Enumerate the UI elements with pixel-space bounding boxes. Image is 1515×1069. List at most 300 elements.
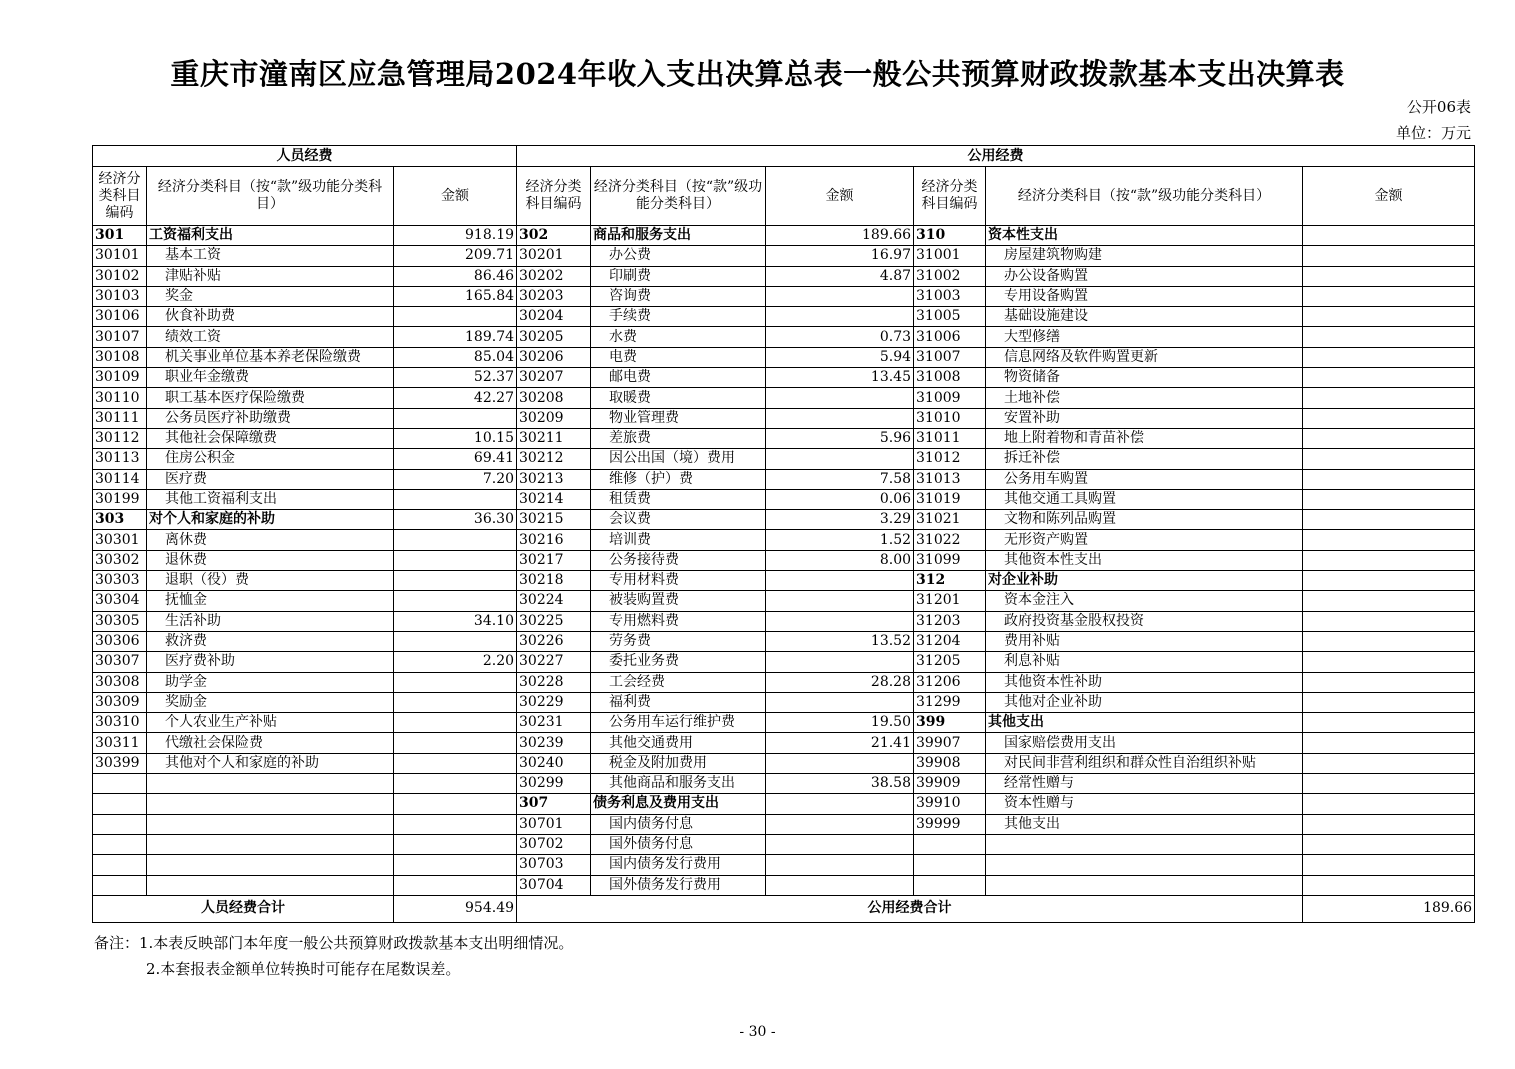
name-cell: 资本金注入	[986, 591, 1303, 611]
name-cell: 生活补助	[147, 611, 394, 631]
name-cell: 国外债务付息	[591, 834, 766, 854]
public-total-value: 189.66	[1303, 895, 1475, 922]
name-cell: 其他工资福利支出	[147, 489, 394, 509]
page-number: - 30 -	[739, 1024, 776, 1040]
amount-cell	[1303, 631, 1475, 651]
name-cell: 奖金	[147, 286, 394, 306]
amount-cell	[1303, 307, 1475, 327]
code-cell: 30199	[93, 489, 147, 509]
name-cell: 国内债务发行费用	[591, 855, 766, 875]
code-cell: 31009	[914, 388, 986, 408]
code-cell: 30307	[93, 652, 147, 672]
code-cell: 30112	[93, 428, 147, 448]
table-row	[93, 327, 1475, 347]
code-cell: 303	[93, 510, 147, 530]
name-cell	[147, 834, 394, 854]
name-cell: 公务接待费	[591, 550, 766, 570]
amount-cell	[766, 814, 914, 834]
name-cell: 机关事业单位基本养老保险缴费	[147, 347, 394, 367]
name-cell: 代缴社会保险费	[147, 733, 394, 753]
amount-cell: 5.94	[766, 347, 914, 367]
amount-cell: 13.45	[766, 368, 914, 388]
amount-cell: 0.06	[766, 489, 914, 509]
name-cell: 电费	[591, 347, 766, 367]
amount-cell	[1303, 814, 1475, 834]
code-cell: 302	[517, 226, 591, 246]
code-cell: 310	[914, 226, 986, 246]
amount-cell	[1303, 510, 1475, 530]
amount-cell	[766, 834, 914, 854]
code-cell	[93, 855, 147, 875]
name-cell: 其他资本性补助	[986, 672, 1303, 692]
code-cell: 31013	[914, 469, 986, 489]
code-cell: 31203	[914, 611, 986, 631]
code-cell: 30212	[517, 449, 591, 469]
table-row	[93, 408, 1475, 428]
public-total-label: 公用经费合计	[517, 895, 1303, 922]
amount-cell: 69.41	[394, 449, 517, 469]
table-row	[93, 449, 1475, 469]
code-cell: 30211	[517, 428, 591, 448]
code-cell: 30306	[93, 631, 147, 651]
amount-cell: 4.87	[766, 266, 914, 286]
code-cell	[93, 875, 147, 895]
table-row	[93, 550, 1475, 570]
name-cell: 商品和服务支出	[591, 226, 766, 246]
code-cell: 39908	[914, 753, 986, 773]
name-cell: 国外债务发行费用	[591, 875, 766, 895]
amount-cell	[1303, 591, 1475, 611]
table-row	[93, 631, 1475, 651]
amount-cell	[394, 834, 517, 854]
amount-cell	[1303, 855, 1475, 875]
column-header-code: 经济分类科目编码	[914, 167, 986, 226]
name-cell: 邮电费	[591, 368, 766, 388]
name-cell: 津贴补贴	[147, 266, 394, 286]
name-cell: 被装购置费	[591, 591, 766, 611]
amount-cell	[1303, 571, 1475, 591]
table-row	[93, 428, 1475, 448]
code-cell: 30226	[517, 631, 591, 651]
code-cell: 30204	[517, 307, 591, 327]
amount-cell	[766, 307, 914, 327]
name-cell: 抚恤金	[147, 591, 394, 611]
amount-cell: 19.50	[766, 713, 914, 733]
table-row	[93, 368, 1475, 388]
table-row	[93, 692, 1475, 712]
code-cell: 30217	[517, 550, 591, 570]
name-cell: 其他对个人和家庭的补助	[147, 753, 394, 773]
amount-cell	[1303, 226, 1475, 246]
amount-cell	[1303, 388, 1475, 408]
table-row	[93, 875, 1475, 895]
amount-cell: 1.52	[766, 530, 914, 550]
code-cell: 30203	[517, 286, 591, 306]
name-cell: 因公出国（境）费用	[591, 449, 766, 469]
code-cell: 39910	[914, 794, 986, 814]
name-cell: 基础设施建设	[986, 307, 1303, 327]
group-header-row	[93, 146, 1475, 167]
amount-cell	[394, 713, 517, 733]
code-cell: 30214	[517, 489, 591, 509]
amount-cell	[1303, 408, 1475, 428]
name-cell: 大型修缮	[986, 327, 1303, 347]
name-cell: 资本性支出	[986, 226, 1303, 246]
name-cell	[147, 855, 394, 875]
code-cell: 31099	[914, 550, 986, 570]
code-cell: 30106	[93, 307, 147, 327]
code-cell: 30224	[517, 591, 591, 611]
amount-cell	[394, 571, 517, 591]
amount-cell: 42.27	[394, 388, 517, 408]
name-cell: 劳务费	[591, 631, 766, 651]
code-cell: 31206	[914, 672, 986, 692]
name-cell: 办公设备购置	[986, 266, 1303, 286]
code-cell: 30113	[93, 449, 147, 469]
amount-cell	[394, 794, 517, 814]
code-cell: 30202	[517, 266, 591, 286]
name-cell: 培训费	[591, 530, 766, 550]
name-cell: 税金及附加费用	[591, 753, 766, 773]
name-cell: 无形资产购置	[986, 530, 1303, 550]
code-cell: 31005	[914, 307, 986, 327]
amount-cell	[1303, 246, 1475, 266]
name-cell: 拆迁补偿	[986, 449, 1303, 469]
code-cell: 30228	[517, 672, 591, 692]
amount-cell: 2.20	[394, 652, 517, 672]
code-cell: 30215	[517, 510, 591, 530]
code-cell	[914, 855, 986, 875]
column-header-code: 经济分类科目编码	[93, 167, 147, 226]
code-cell: 31201	[914, 591, 986, 611]
amount-cell	[766, 388, 914, 408]
code-cell: 30399	[93, 753, 147, 773]
code-cell: 30108	[93, 347, 147, 367]
name-cell: 土地补偿	[986, 388, 1303, 408]
amount-cell	[766, 652, 914, 672]
table-row	[93, 794, 1475, 814]
amount-cell	[1303, 327, 1475, 347]
column-header-amount: 金额	[394, 167, 517, 226]
table-row	[93, 591, 1475, 611]
amount-cell	[1303, 753, 1475, 773]
code-cell: 30304	[93, 591, 147, 611]
code-cell: 30103	[93, 286, 147, 306]
table-row	[93, 652, 1475, 672]
table-row	[93, 347, 1475, 367]
name-cell: 其他对企业补助	[986, 692, 1303, 712]
name-cell: 物业管理费	[591, 408, 766, 428]
table-row	[93, 226, 1475, 246]
name-cell: 取暖费	[591, 388, 766, 408]
amount-cell	[1303, 834, 1475, 854]
name-cell: 水费	[591, 327, 766, 347]
name-cell: 其他支出	[986, 713, 1303, 733]
amount-cell	[766, 855, 914, 875]
note-line-1: 备注：1.本表反映部门本年度一般公共预算财政拨款基本支出明细情况。	[94, 934, 574, 952]
name-cell: 医疗费	[147, 469, 394, 489]
table-row	[93, 855, 1475, 875]
name-cell: 退职（役）费	[147, 571, 394, 591]
amount-cell	[1303, 692, 1475, 712]
name-cell: 专用设备购置	[986, 286, 1303, 306]
name-cell: 工会经费	[591, 672, 766, 692]
name-cell: 其他交通费用	[591, 733, 766, 753]
column-header-name: 经济分类科目（按“款”级功能分类科目）	[591, 167, 766, 226]
name-cell: 其他商品和服务支出	[591, 774, 766, 794]
name-cell: 公务用车运行维护费	[591, 713, 766, 733]
name-cell: 租赁费	[591, 489, 766, 509]
code-cell: 30208	[517, 388, 591, 408]
code-cell: 30311	[93, 733, 147, 753]
code-cell	[93, 814, 147, 834]
name-cell: 国内债务付息	[591, 814, 766, 834]
amount-cell: 3.29	[766, 510, 914, 530]
amount-cell: 189.74	[394, 327, 517, 347]
code-cell: 30231	[517, 713, 591, 733]
amount-cell	[1303, 530, 1475, 550]
name-cell: 退休费	[147, 550, 394, 570]
amount-cell	[394, 774, 517, 794]
table-row	[93, 286, 1475, 306]
code-cell: 39909	[914, 774, 986, 794]
name-cell: 公务员医疗补助缴费	[147, 408, 394, 428]
amount-cell: 13.52	[766, 631, 914, 651]
name-cell: 离休费	[147, 530, 394, 550]
name-cell: 资本性赠与	[986, 794, 1303, 814]
name-cell: 伙食补助费	[147, 307, 394, 327]
name-cell: 信息网络及软件购置更新	[986, 347, 1303, 367]
amount-cell: 38.58	[766, 774, 914, 794]
name-cell: 维修（护）费	[591, 469, 766, 489]
name-cell: 绩效工资	[147, 327, 394, 347]
amount-cell	[1303, 449, 1475, 469]
amount-cell: 21.41	[766, 733, 914, 753]
amount-cell	[766, 591, 914, 611]
name-cell: 职业年金缴费	[147, 368, 394, 388]
code-cell: 39999	[914, 814, 986, 834]
amount-cell	[1303, 428, 1475, 448]
table-row	[93, 266, 1475, 286]
code-cell: 31204	[914, 631, 986, 651]
name-cell: 公务用车购置	[986, 469, 1303, 489]
code-cell: 30114	[93, 469, 147, 489]
column-header-row	[93, 167, 1475, 226]
code-cell: 30704	[517, 875, 591, 895]
table-row	[93, 733, 1475, 753]
code-cell: 30207	[517, 368, 591, 388]
totals-row	[93, 895, 1475, 922]
column-header-code: 经济分类科目编码	[517, 167, 591, 226]
name-cell: 对个人和家庭的补助	[147, 510, 394, 530]
table-number: 公开06表	[1406, 98, 1471, 116]
amount-cell	[394, 307, 517, 327]
name-cell: 专用燃料费	[591, 611, 766, 631]
amount-cell	[1303, 469, 1475, 489]
code-cell: 31001	[914, 246, 986, 266]
code-cell: 30201	[517, 246, 591, 266]
amount-cell	[766, 286, 914, 306]
table-row	[93, 814, 1475, 834]
amount-cell	[394, 733, 517, 753]
amount-cell: 28.28	[766, 672, 914, 692]
name-cell: 咨询费	[591, 286, 766, 306]
amount-cell	[766, 449, 914, 469]
code-cell: 307	[517, 794, 591, 814]
column-header-name: 经济分类科目（按“款”级功能分类科目）	[147, 167, 394, 226]
code-cell: 31022	[914, 530, 986, 550]
amount-cell	[1303, 550, 1475, 570]
table-row	[93, 834, 1475, 854]
code-cell: 30308	[93, 672, 147, 692]
amount-cell	[1303, 368, 1475, 388]
code-cell: 30107	[93, 327, 147, 347]
name-cell: 其他社会保障缴费	[147, 428, 394, 448]
table-row	[93, 672, 1475, 692]
amount-cell: 34.10	[394, 611, 517, 631]
amount-cell: 189.66	[766, 226, 914, 246]
code-cell: 31012	[914, 449, 986, 469]
code-cell: 312	[914, 571, 986, 591]
amount-cell	[1303, 266, 1475, 286]
code-cell: 31205	[914, 652, 986, 672]
code-cell	[914, 875, 986, 895]
amount-cell	[1303, 611, 1475, 631]
expenditure-table	[92, 145, 1475, 923]
table-row	[93, 246, 1475, 266]
name-cell: 安置补助	[986, 408, 1303, 428]
name-cell: 工资福利支出	[147, 226, 394, 246]
name-cell: 委托业务费	[591, 652, 766, 672]
code-cell: 31021	[914, 510, 986, 530]
code-cell: 31011	[914, 428, 986, 448]
table-row	[93, 774, 1475, 794]
amount-cell	[394, 530, 517, 550]
code-cell: 31299	[914, 692, 986, 712]
code-cell: 30305	[93, 611, 147, 631]
code-cell: 30205	[517, 327, 591, 347]
name-cell: 个人农业生产补贴	[147, 713, 394, 733]
name-cell: 奖励金	[147, 692, 394, 712]
note-line-2: 2.本套报表金额单位转换时可能存在尾数误差。	[146, 960, 461, 978]
code-cell: 31019	[914, 489, 986, 509]
amount-cell	[394, 875, 517, 895]
name-cell: 房屋建筑物购建	[986, 246, 1303, 266]
name-cell: 福利费	[591, 692, 766, 712]
notes	[94, 930, 573, 982]
amount-cell	[766, 753, 914, 773]
amount-cell	[766, 408, 914, 428]
name-cell: 利息补贴	[986, 652, 1303, 672]
code-cell: 31007	[914, 347, 986, 367]
table-row	[93, 753, 1475, 773]
amount-cell	[766, 794, 914, 814]
name-cell: 助学金	[147, 672, 394, 692]
amount-cell	[1303, 286, 1475, 306]
code-cell: 30218	[517, 571, 591, 591]
code-cell: 30309	[93, 692, 147, 712]
amount-cell: 36.30	[394, 510, 517, 530]
amount-cell: 165.84	[394, 286, 517, 306]
personnel-total-label: 人员经费合计	[93, 895, 394, 922]
name-cell: 住房公积金	[147, 449, 394, 469]
name-cell	[986, 834, 1303, 854]
amount-cell	[394, 489, 517, 509]
name-cell: 手续费	[591, 307, 766, 327]
amount-cell	[1303, 489, 1475, 509]
name-cell: 职工基本医疗保险缴费	[147, 388, 394, 408]
unit-label: 单位：万元	[1395, 124, 1471, 142]
amount-cell: 8.00	[766, 550, 914, 570]
code-cell: 30101	[93, 246, 147, 266]
amount-cell: 209.71	[394, 246, 517, 266]
amount-cell	[394, 855, 517, 875]
name-cell: 国家赔偿费用支出	[986, 733, 1303, 753]
code-cell: 30229	[517, 692, 591, 712]
code-cell: 30302	[93, 550, 147, 570]
name-cell	[147, 814, 394, 834]
amount-cell	[766, 611, 914, 631]
code-cell: 30206	[517, 347, 591, 367]
table-row	[93, 571, 1475, 591]
code-cell: 30227	[517, 652, 591, 672]
table-row	[93, 307, 1475, 327]
code-cell: 30299	[517, 774, 591, 794]
table-row	[93, 489, 1475, 509]
amount-cell: 7.20	[394, 469, 517, 489]
amount-cell	[766, 692, 914, 712]
code-cell: 30109	[93, 368, 147, 388]
code-cell: 30303	[93, 571, 147, 591]
table-row	[93, 388, 1475, 408]
name-cell: 债务利息及费用支出	[591, 794, 766, 814]
name-cell	[147, 774, 394, 794]
table-row	[93, 530, 1475, 550]
name-cell: 办公费	[591, 246, 766, 266]
name-cell: 对企业补助	[986, 571, 1303, 591]
code-cell: 39907	[914, 733, 986, 753]
code-cell: 30225	[517, 611, 591, 631]
amount-cell	[394, 591, 517, 611]
code-cell: 30110	[93, 388, 147, 408]
code-cell: 30209	[517, 408, 591, 428]
code-cell: 31008	[914, 368, 986, 388]
amount-cell	[394, 672, 517, 692]
amount-cell	[1303, 774, 1475, 794]
name-cell: 文物和陈列品购置	[986, 510, 1303, 530]
name-cell	[986, 855, 1303, 875]
code-cell: 301	[93, 226, 147, 246]
amount-cell	[1303, 713, 1475, 733]
amount-cell	[766, 875, 914, 895]
code-cell: 30301	[93, 530, 147, 550]
code-cell: 30102	[93, 266, 147, 286]
name-cell: 印刷费	[591, 266, 766, 286]
name-cell	[147, 875, 394, 895]
column-header-name: 经济分类科目（按“款”级功能分类科目）	[986, 167, 1303, 226]
amount-cell	[766, 571, 914, 591]
amount-cell	[1303, 794, 1475, 814]
code-cell: 30310	[93, 713, 147, 733]
name-cell: 其他交通工具购置	[986, 489, 1303, 509]
amount-cell: 10.15	[394, 428, 517, 448]
code-cell: 31002	[914, 266, 986, 286]
name-cell: 差旅费	[591, 428, 766, 448]
name-cell: 会议费	[591, 510, 766, 530]
amount-cell: 16.97	[766, 246, 914, 266]
amount-cell	[394, 692, 517, 712]
table-row	[93, 510, 1475, 530]
